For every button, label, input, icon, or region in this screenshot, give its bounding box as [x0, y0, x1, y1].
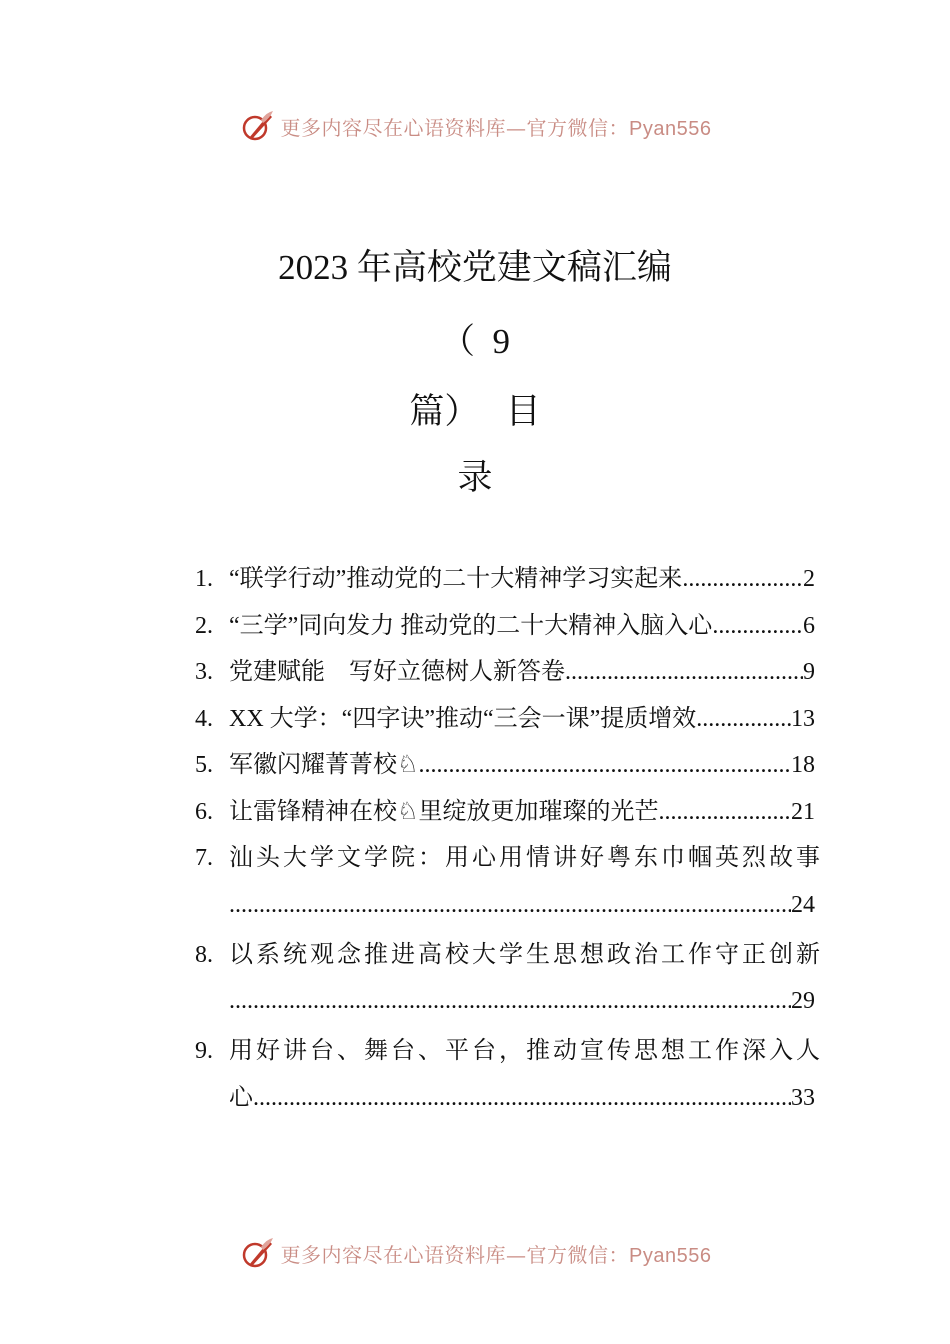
toc-item-4[interactable]	[195, 696, 815, 743]
toc-item-7-leader-line[interactable]	[195, 882, 815, 932]
toc-number: 8.	[195, 941, 213, 968]
toc-page: 24	[791, 891, 815, 918]
toc-number: 6.	[195, 798, 213, 825]
toc-title: 党建赋能 写好立德树人新答卷	[229, 659, 565, 685]
toc-item-5[interactable]	[195, 742, 815, 789]
toc-title: “联学行动”推动党的二十大精神学习实起来	[229, 566, 683, 592]
toc-page: 9	[803, 659, 815, 685]
toc-item-7[interactable]	[195, 835, 823, 882]
toc-number: 4.	[195, 705, 213, 732]
document-title-suffix: 篇） 目	[409, 392, 541, 431]
toc-number: 1.	[195, 566, 213, 592]
toc-item-9-leader-line[interactable]	[195, 1075, 815, 1122]
watermark-wechat-id: Pyan556	[629, 1244, 712, 1267]
quill-pen-icon	[239, 1235, 275, 1271]
quill-pen-icon	[239, 108, 275, 144]
watermark-wechat-id: Pyan556	[629, 117, 712, 140]
toc-leader	[419, 742, 791, 789]
toc-item-2[interactable]	[195, 603, 815, 650]
toc-title: 军徽闪耀菁菁校♘	[229, 752, 419, 778]
toc-number: 7.	[195, 845, 213, 871]
toc-leader	[682, 556, 803, 603]
toc-page: 2	[803, 566, 815, 592]
toc-leader	[253, 1075, 791, 1122]
toc-leader	[659, 789, 791, 836]
toc-page: 18	[791, 752, 815, 778]
toc-number: 9.	[195, 1038, 213, 1064]
toc-title: 让雷锋精神在校♘里绽放更加璀璨的光芒	[229, 798, 659, 825]
watermark-text	[281, 112, 712, 141]
toc-leader	[229, 882, 791, 929]
toc-title: XX 大学：“四字诀”推动“三会一课”提质增效	[229, 705, 697, 732]
document-title: 2023 年高校党建文稿汇编	[278, 248, 672, 287]
document-title-end: 录	[457, 458, 493, 497]
toc-page: 6	[803, 612, 815, 639]
toc-page: 33	[791, 1084, 815, 1111]
toc-page: 21	[791, 798, 815, 825]
toc-item-6[interactable]	[195, 789, 815, 836]
watermark-label: 更多内容尽在心语资料库—官方微信：	[280, 115, 630, 140]
watermark-header	[0, 108, 950, 144]
toc-number: 2.	[195, 612, 213, 639]
toc-item-3[interactable]	[195, 649, 815, 696]
watermark-text	[281, 1239, 712, 1268]
toc-item-9[interactable]	[195, 1028, 823, 1075]
toc-item-8[interactable]	[195, 932, 823, 979]
toc-title: 汕头大学文学院：用心用情讲好粤东巾帼英烈故事	[229, 845, 823, 871]
toc-item-8-leader-line[interactable]	[195, 978, 815, 1028]
toc-number: 5.	[195, 752, 213, 778]
toc-leader	[696, 696, 791, 743]
toc-title: 用好讲台、舞台、平台，推动宣传思想工作深入人	[229, 1038, 823, 1064]
document-title-count: （ 9	[439, 322, 510, 361]
watermark-label: 更多内容尽在心语资料库—官方微信：	[280, 1242, 630, 1267]
toc-title-continued: 心	[229, 1084, 253, 1111]
toc-title: “三学”同向发力 推动党的二十大精神入脑入心	[229, 612, 713, 639]
watermark-footer	[0, 1235, 950, 1271]
toc-page: 13	[791, 705, 815, 732]
toc-number: 3.	[195, 659, 213, 685]
toc-title: 以系统观念推进高校大学生思想政治工作守正创新	[229, 941, 823, 968]
toc-leader	[712, 603, 803, 650]
toc-item-1[interactable]	[195, 556, 815, 603]
table-of-contents	[195, 556, 823, 1121]
toc-leader	[229, 978, 791, 1025]
toc-page: 29	[791, 988, 815, 1014]
toc-leader	[565, 649, 803, 696]
